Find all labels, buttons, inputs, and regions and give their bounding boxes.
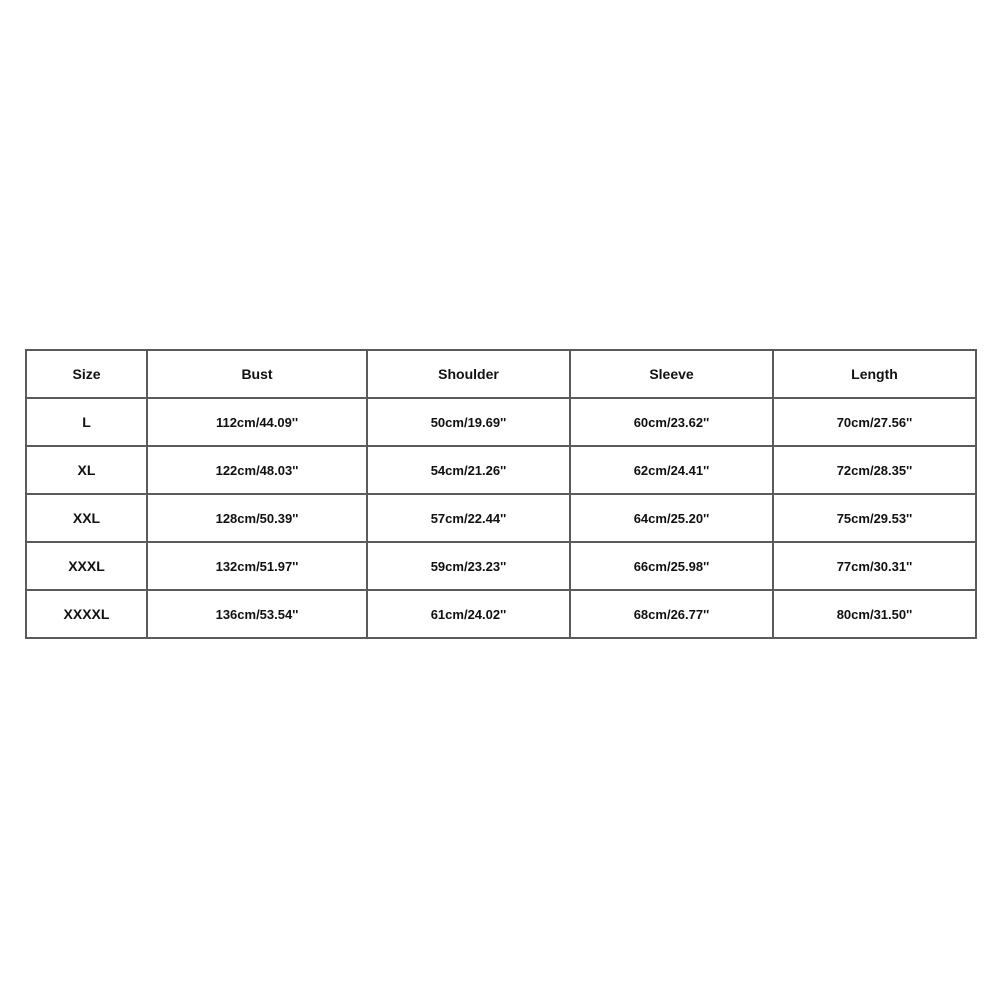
- bust-cell: 122cm/48.03'': [147, 446, 367, 494]
- table-row: [26, 494, 976, 542]
- length-cell: 70cm/27.56'': [773, 398, 976, 446]
- header-sleeve: Sleeve: [570, 350, 773, 398]
- header-shoulder: Shoulder: [367, 350, 570, 398]
- header-length: Length: [773, 350, 976, 398]
- table-row: [26, 590, 976, 638]
- sleeve-cell: 62cm/24.41'': [570, 446, 773, 494]
- bust-cell: 112cm/44.09'': [147, 398, 367, 446]
- table-row: [26, 542, 976, 590]
- length-cell: 75cm/29.53'': [773, 494, 976, 542]
- size-cell: XXL: [26, 494, 147, 542]
- header-size: Size: [26, 350, 147, 398]
- sleeve-cell: 60cm/23.62'': [570, 398, 773, 446]
- length-cell: 72cm/28.35'': [773, 446, 976, 494]
- size-cell: XL: [26, 446, 147, 494]
- bust-cell: 132cm/51.97'': [147, 542, 367, 590]
- size-cell: XXXXL: [26, 590, 147, 638]
- shoulder-cell: 61cm/24.02'': [367, 590, 570, 638]
- length-cell: 80cm/31.50'': [773, 590, 976, 638]
- header-bust: Bust: [147, 350, 367, 398]
- table-row: [26, 398, 976, 446]
- shoulder-cell: 50cm/19.69'': [367, 398, 570, 446]
- size-chart-table: [25, 349, 977, 639]
- sleeve-cell: 64cm/25.20'': [570, 494, 773, 542]
- bust-cell: 128cm/50.39'': [147, 494, 367, 542]
- shoulder-cell: 54cm/21.26'': [367, 446, 570, 494]
- table-row: [26, 446, 976, 494]
- length-cell: 77cm/30.31'': [773, 542, 976, 590]
- size-cell: L: [26, 398, 147, 446]
- header-row: [26, 350, 976, 398]
- shoulder-cell: 59cm/23.23'': [367, 542, 570, 590]
- shoulder-cell: 57cm/22.44'': [367, 494, 570, 542]
- size-cell: XXXL: [26, 542, 147, 590]
- bust-cell: 136cm/53.54'': [147, 590, 367, 638]
- sleeve-cell: 66cm/25.98'': [570, 542, 773, 590]
- sleeve-cell: 68cm/26.77'': [570, 590, 773, 638]
